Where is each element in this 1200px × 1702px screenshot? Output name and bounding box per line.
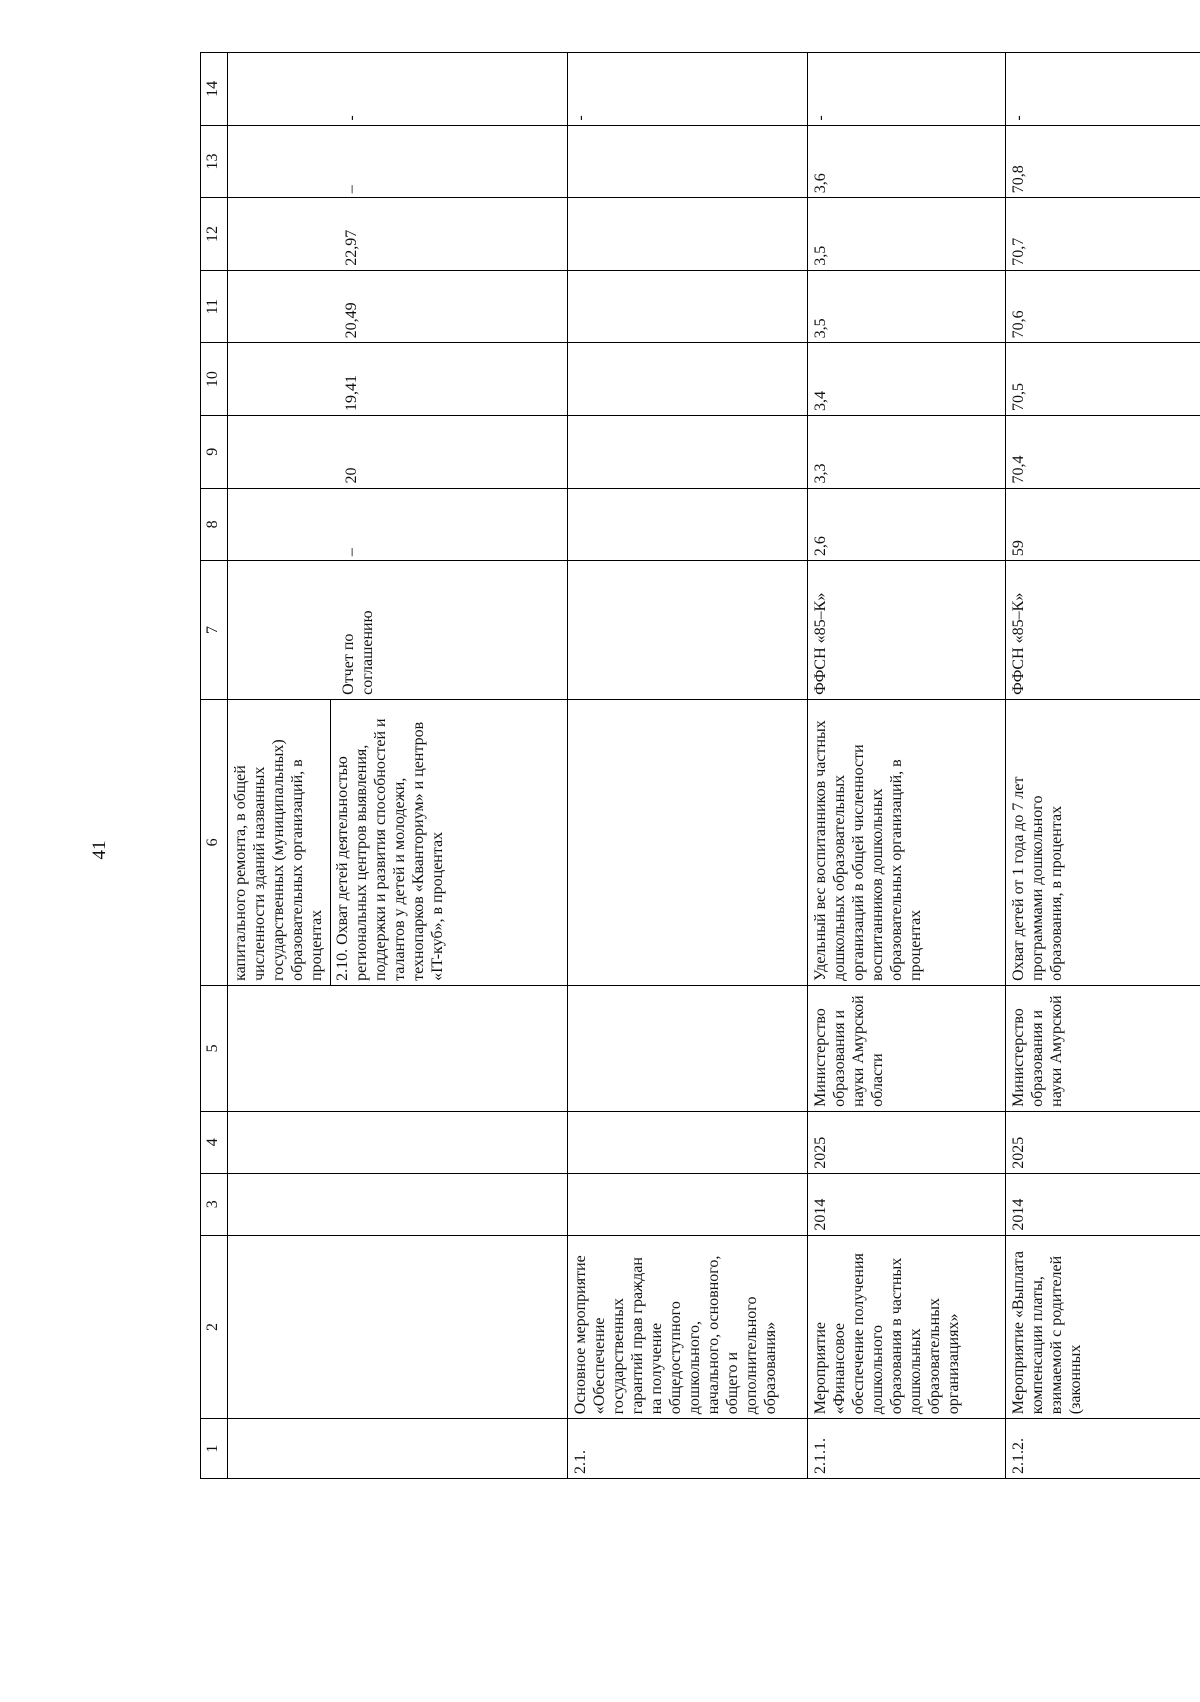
cell-value: 2,6	[808, 488, 1006, 561]
col-header: 10	[201, 343, 228, 416]
cell-value: 3,5	[808, 270, 1006, 343]
col-header: 9	[201, 415, 228, 488]
header-row	[201, 53, 228, 1479]
cell-value	[228, 415, 568, 488]
table-row	[1006, 53, 1200, 1479]
cell-number	[228, 1419, 568, 1479]
value-text: –	[343, 548, 360, 557]
cell-number: 2.1.	[568, 1419, 808, 1479]
cell-indicator	[568, 699, 808, 985]
cell-end-year: 2025	[1006, 1111, 1200, 1173]
cell-indicator: Удельный вес воспитанников частных дошкольных образовательных организаций в общей численности воспитанников дошкольных образовательных организаций, в процентах	[808, 699, 1006, 985]
cell-start-year: 2014	[808, 1173, 1006, 1235]
cell-value: 3,4	[808, 343, 1006, 416]
value-text: 22,97	[343, 229, 360, 266]
cell-start-year	[568, 1173, 808, 1235]
indicator-text-2-10: 2.10. Охват детей деятельностью региональных центров выявления, поддержки и развития способностей и талантов у детей и молодежи, технопарков «Кванториум» и центров «IT-куб», в процентах	[330, 700, 447, 985]
cell-number: 2.1.1.	[808, 1419, 1006, 1479]
cell-value: -	[568, 53, 808, 126]
cell-executor: Министерство образования и науки Амурской области	[808, 985, 1006, 1111]
cell-start-year: 2014	[1006, 1173, 1200, 1235]
cell-executor	[568, 985, 808, 1111]
cell-activity: Основное мероприятие «Обеспечение государственных гарантий прав граждан на получение общедоступного дошкольного, начального, основного, общего и дополнительного образования»	[568, 1235, 808, 1419]
cell-value: 3,5	[808, 198, 1006, 271]
cell-activity: Мероприятие «Выплата компенсации платы, взимаемой с родителей (законных	[1006, 1235, 1200, 1419]
rotated-table-container	[200, 52, 1200, 1479]
cell-value: 70,8	[1006, 125, 1200, 198]
value-text: 20,49	[343, 302, 360, 339]
cell-value: 3,3	[808, 415, 1006, 488]
cell-source: ФФСН «85–К»	[808, 561, 1006, 700]
cell-value	[228, 198, 568, 271]
cell-source	[228, 561, 568, 700]
cell-value	[568, 488, 808, 561]
cell-value	[568, 198, 808, 271]
col-header: 12	[201, 198, 228, 271]
cell-value: -	[808, 53, 1006, 126]
cell-value	[568, 343, 808, 416]
cell-end-year	[568, 1111, 808, 1173]
page-number: 41	[89, 840, 110, 860]
col-header: 2	[201, 1235, 228, 1419]
col-header: 5	[201, 985, 228, 1111]
cell-value	[568, 415, 808, 488]
value-text: –	[343, 185, 360, 194]
program-table	[200, 52, 1200, 1479]
table-row	[808, 53, 1006, 1479]
cell-value: 59	[1006, 488, 1200, 561]
cell-value: 3,6	[808, 125, 1006, 198]
cell-value: 70,5	[1006, 343, 1200, 416]
value-text: -	[343, 115, 360, 121]
cell-value	[228, 125, 568, 198]
cell-value	[228, 270, 568, 343]
cell-value: 70,4	[1006, 415, 1200, 488]
table-row	[568, 53, 808, 1479]
cell-value	[568, 125, 808, 198]
value-text: 19,41	[343, 374, 360, 411]
col-header: 7	[201, 561, 228, 700]
col-header: 6	[201, 699, 228, 985]
col-header: 4	[201, 1111, 228, 1173]
cell-activity	[228, 1235, 568, 1419]
value-text: 20	[343, 467, 360, 484]
cell-activity: Мероприятие «Финансовое обеспечение получения дошкольного образования в частных дошкольных образовательных организациях»	[808, 1235, 1006, 1419]
cell-number: 2.1.2.	[1006, 1419, 1200, 1479]
cell-start-year	[228, 1173, 568, 1235]
table-row	[228, 53, 568, 1479]
col-header: 11	[201, 270, 228, 343]
col-header: 13	[201, 125, 228, 198]
cell-executor: Министерство образования и науки Амурской	[1006, 985, 1200, 1111]
cell-indicator: Охват детей от 1 года до 7 лет программами дошкольного образования, в процентах	[1006, 699, 1200, 985]
col-header: 8	[201, 488, 228, 561]
cell-source: ФФСН «85–К»	[1006, 561, 1200, 700]
cell-value	[228, 53, 568, 126]
cell-end-year	[228, 1111, 568, 1173]
source-text: Отчет по соглашению	[340, 610, 376, 695]
cell-value	[568, 270, 808, 343]
cell-value: 70,6	[1006, 270, 1200, 343]
cell-value: -	[1006, 53, 1200, 126]
cell-value: 70,7	[1006, 198, 1200, 271]
cell-end-year: 2025	[808, 1111, 1006, 1173]
indicator-text-continued: капитального ремонта, в общей численности зданий названных государственных (муниципальных) образовательных организаций, в процентах	[232, 739, 325, 981]
col-header: 1	[201, 1419, 228, 1479]
col-header: 3	[201, 1173, 228, 1235]
cell-value	[228, 488, 568, 561]
col-header: 14	[201, 53, 228, 126]
cell-value	[228, 343, 568, 416]
cell-source	[568, 561, 808, 700]
cell-indicator	[228, 699, 568, 985]
cell-executor	[228, 985, 568, 1111]
